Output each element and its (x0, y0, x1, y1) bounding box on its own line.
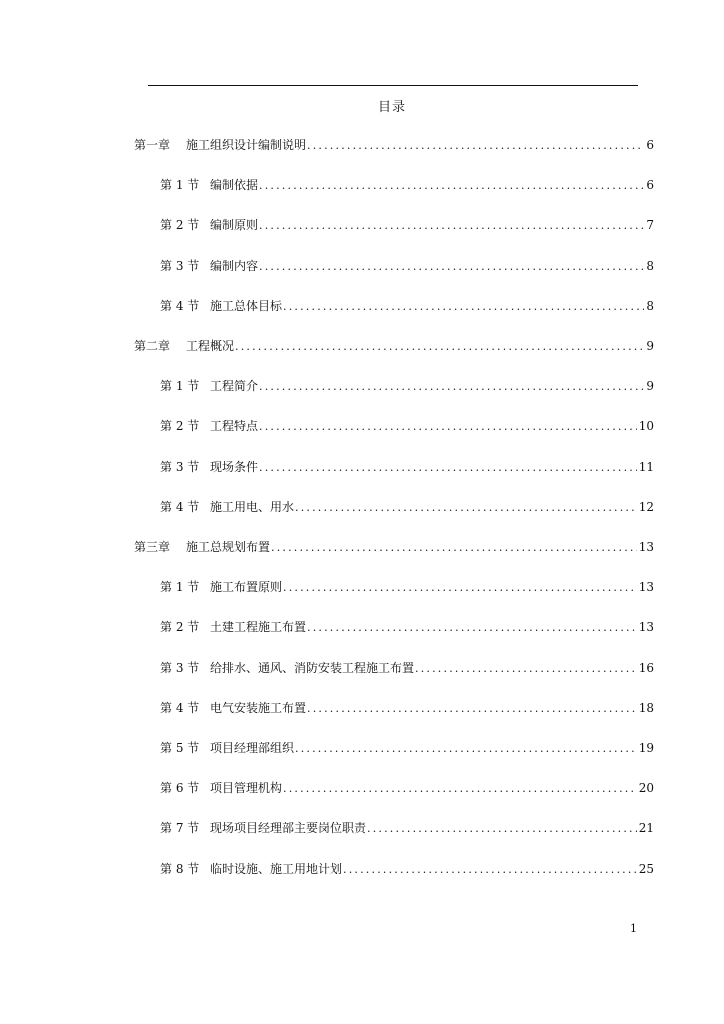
section-number: 第 2 节 (160, 419, 200, 434)
section-title: 编制内容 (210, 258, 259, 273)
section-number: 第 1 节 (160, 580, 200, 595)
toc-section-row[interactable] (160, 817, 654, 839)
section-title: 临时设施、施工用地计划 (210, 861, 343, 876)
section-title: 施工布置原则 (210, 580, 283, 595)
section-number: 第 1 节 (160, 379, 200, 394)
toc-section-row[interactable] (160, 375, 654, 397)
section-title: 土建工程施工布置 (210, 620, 307, 635)
chapter-number: 第三章 (134, 540, 171, 554)
toc-page-number: 13 (638, 580, 654, 595)
section-number: 第 4 节 (160, 700, 200, 715)
section-number: 第 5 节 (160, 741, 200, 755)
section-title: 工程特点 (210, 419, 259, 434)
section-number: 第 3 节 (160, 660, 200, 675)
toc-section-row[interactable] (160, 777, 654, 799)
section-number: 第 3 节 (160, 258, 200, 273)
chapter-title: 工程概况 (186, 339, 235, 353)
toc-section-row[interactable] (160, 858, 654, 880)
toc-page-number: 7 (646, 218, 654, 233)
dot-leader (343, 859, 637, 881)
page-number: 1 (630, 922, 637, 935)
toc-section-row[interactable] (160, 496, 654, 518)
dot-leader (259, 457, 637, 479)
dot-leader (283, 778, 637, 800)
section-number: 第 6 节 (160, 781, 200, 796)
toc-page-number: 12 (638, 499, 654, 514)
toc-section-row[interactable] (160, 657, 654, 679)
section-title: 施工总体目标 (210, 298, 283, 313)
section-title: 给排水、通风、消防安装工程施工布置 (210, 660, 415, 675)
dot-leader (271, 537, 637, 559)
dot-leader (307, 698, 637, 720)
section-title: 电气安装施工布置 (210, 700, 307, 715)
dot-leader (259, 256, 644, 278)
toc-page-number: 10 (638, 419, 654, 434)
section-number: 第 3 节 (160, 459, 200, 474)
toc-page-number: 13 (638, 540, 654, 554)
dot-leader (307, 135, 644, 157)
toc-section-row[interactable] (160, 737, 654, 759)
section-number: 第 8 节 (160, 861, 200, 876)
toc-section-row[interactable] (160, 174, 654, 196)
toc-section-row[interactable] (160, 295, 654, 317)
toc-page-number: 18 (638, 700, 654, 715)
toc-title: 目录 (377, 100, 406, 115)
toc-section-row[interactable] (160, 616, 654, 638)
dot-leader (415, 658, 637, 680)
toc-page-number: 16 (638, 660, 654, 675)
dot-leader (367, 818, 637, 840)
section-title: 编制依据 (210, 178, 259, 193)
toc-chapter-row[interactable] (134, 536, 654, 558)
toc-page-number: 13 (638, 620, 654, 635)
chapter-title: 施工组织设计编制说明 (186, 138, 307, 152)
toc-section-row[interactable] (160, 415, 654, 437)
toc-page-number: 8 (646, 258, 654, 273)
section-title: 现场条件 (210, 459, 259, 474)
dot-leader (295, 738, 637, 760)
toc-page-number: 6 (646, 138, 654, 152)
toc-section-row[interactable] (160, 697, 654, 719)
chapter-title: 施工总规划布置 (186, 540, 271, 554)
section-number: 第 4 节 (160, 499, 200, 514)
dot-leader (259, 215, 644, 237)
dot-leader (259, 376, 644, 398)
dot-leader (235, 336, 644, 358)
dot-leader (259, 416, 637, 438)
toc-page-number: 6 (646, 178, 654, 193)
toc-page-number: 8 (646, 298, 654, 313)
chapter-number: 第二章 (134, 339, 171, 353)
section-title: 项目经理部组织 (210, 741, 295, 755)
chapter-number: 第一章 (134, 138, 171, 152)
dot-leader (307, 617, 637, 639)
toc-page-number: 20 (638, 781, 654, 796)
toc-page-number: 25 (638, 861, 654, 876)
section-title: 项目管理机构 (210, 781, 283, 796)
dot-leader (295, 497, 637, 519)
toc-page-number: 9 (646, 379, 654, 394)
toc-section-row[interactable] (160, 214, 654, 236)
section-number: 第 7 节 (160, 821, 200, 836)
toc-section-row[interactable] (160, 576, 654, 598)
toc-page-number: 19 (638, 741, 654, 755)
toc-page-number: 21 (638, 821, 654, 836)
section-number: 第 2 节 (160, 218, 200, 233)
dot-leader (283, 577, 637, 599)
header-rule (148, 85, 638, 86)
section-title: 工程简介 (210, 379, 259, 394)
section-title: 现场项目经理部主要岗位职责 (210, 821, 367, 836)
section-title: 施工用电、用水 (210, 499, 295, 514)
section-title: 编制原则 (210, 218, 259, 233)
section-number: 第 4 节 (160, 298, 200, 313)
dot-leader (259, 175, 644, 197)
toc-chapter-row[interactable] (134, 335, 654, 357)
section-number: 第 1 节 (160, 178, 200, 193)
dot-leader (283, 296, 644, 318)
toc-page-number: 11 (638, 459, 654, 474)
toc-chapter-row[interactable] (134, 134, 654, 156)
toc-section-row[interactable] (160, 255, 654, 277)
toc-page-number: 9 (646, 339, 654, 353)
section-number: 第 2 节 (160, 620, 200, 635)
toc-section-row[interactable] (160, 456, 654, 478)
